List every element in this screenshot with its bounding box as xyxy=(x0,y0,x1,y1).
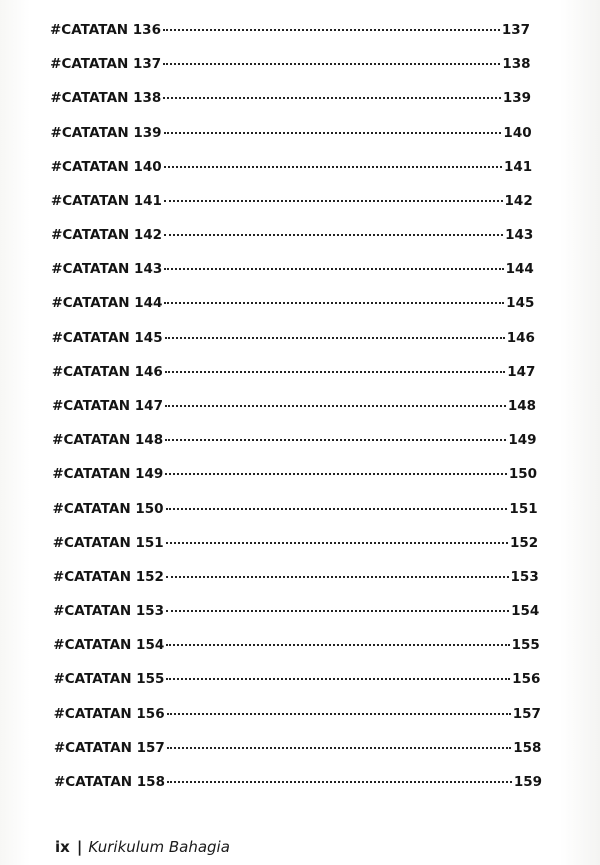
toc-dot-leader xyxy=(163,51,500,65)
toc-dot-leader xyxy=(165,325,505,339)
toc-entry-title: #CATATAN 145 xyxy=(51,329,163,346)
toc-dot-leader xyxy=(167,701,511,715)
toc-entry-title: #CATATAN 147 xyxy=(52,398,163,414)
toc-dot-leader xyxy=(166,496,508,510)
toc-dot-leader xyxy=(165,393,506,407)
toc-dot-leader xyxy=(164,154,502,168)
toc-dot-leader xyxy=(166,530,508,544)
toc-entry-title: #CATATAN 156 xyxy=(53,705,165,722)
toc-entry xyxy=(52,328,535,348)
toc-entry-page-number: 158 xyxy=(513,739,542,756)
toc-entry-title: #CATATAN 137 xyxy=(50,56,162,73)
toc-entry-title: #CATATAN 138 xyxy=(50,90,162,107)
toc-entry-page-number: 157 xyxy=(512,705,541,722)
toc-dot-leader xyxy=(164,290,504,304)
toc-dot-leader xyxy=(166,666,510,680)
toc-entry-page-number: 139 xyxy=(502,90,532,107)
toc-entry-page-number: 154 xyxy=(511,603,540,620)
toc-entry xyxy=(53,601,539,621)
toc-entry xyxy=(54,738,542,758)
toc-entry xyxy=(54,772,542,792)
toc-entry-title: #CATATAN 154 xyxy=(53,637,165,654)
toc-entry-title: #CATATAN 146 xyxy=(51,363,163,380)
toc-entry xyxy=(52,464,537,484)
toc-entry-page-number: 137 xyxy=(501,22,530,38)
footer-separator: | xyxy=(76,838,83,856)
toc-entry xyxy=(54,704,541,724)
toc-entry xyxy=(53,635,540,655)
toc-entry xyxy=(50,88,531,108)
toc-entry-title: #CATATAN 136 xyxy=(50,22,161,38)
page-number: ix xyxy=(55,838,70,856)
toc-entry-page-number: 147 xyxy=(507,363,536,380)
toc-entry xyxy=(51,123,532,143)
toc-entry xyxy=(50,20,530,40)
toc-entry xyxy=(52,362,536,382)
toc-entry xyxy=(51,191,533,211)
toc-entry-title: #CATATAN 155 xyxy=(53,671,165,688)
toc-entry-page-number: 145 xyxy=(506,295,535,312)
toc-entry-title: #CATATAN 141 xyxy=(50,192,162,209)
toc-entry-title: #CATATAN 148 xyxy=(52,432,164,449)
toc-entry-page-number: 150 xyxy=(508,466,538,483)
toc-dot-leader xyxy=(166,564,509,578)
toc-entry-page-number: 148 xyxy=(507,398,536,414)
toc-entry-title: #CATATAN 140 xyxy=(50,158,162,175)
toc-entry-page-number: 156 xyxy=(512,671,541,688)
toc-dot-leader xyxy=(163,17,500,31)
toc-entry-page-number: 152 xyxy=(509,534,539,551)
toc-entry-title: #CATATAN 153 xyxy=(53,603,165,620)
toc-entry-page-number: 149 xyxy=(508,432,537,449)
toc-entry-title: #CATATAN 142 xyxy=(51,227,163,244)
toc-entry-page-number: 155 xyxy=(511,637,540,654)
toc-entry-title: #CATATAN 149 xyxy=(52,466,164,483)
toc-entry-title: #CATATAN 152 xyxy=(52,568,164,585)
toc-entry xyxy=(53,533,538,553)
toc-dot-leader xyxy=(167,735,511,749)
toc-dot-leader xyxy=(165,427,506,441)
toc-dot-leader xyxy=(164,222,503,236)
toc-entry-title: #CATATAN 143 xyxy=(51,261,163,278)
toc-entry xyxy=(53,669,540,689)
toc-dot-leader xyxy=(164,256,503,270)
toc-entry-title: #CATATAN 157 xyxy=(53,739,165,756)
toc-entry-title: #CATATAN 151 xyxy=(52,534,164,551)
toc-entry xyxy=(51,225,533,245)
toc-entry-page-number: 143 xyxy=(505,227,534,244)
toc-entry-title: #CATATAN 158 xyxy=(54,774,165,790)
book-title: Kurikulum Bahagia xyxy=(88,838,230,856)
toc-entry xyxy=(53,567,539,587)
toc-dot-leader xyxy=(165,461,507,475)
toc-entry-title: #CATATAN 139 xyxy=(50,124,162,141)
toc-entry xyxy=(50,54,530,74)
page-footer xyxy=(55,838,230,856)
toc-entry xyxy=(53,499,538,519)
toc-entry xyxy=(51,157,532,177)
toc-dot-leader xyxy=(163,85,501,99)
toc-entry-page-number: 144 xyxy=(505,261,534,278)
toc-entry xyxy=(51,293,534,313)
toc-entry-title: #CATATAN 150 xyxy=(52,500,164,517)
toc-entry xyxy=(52,396,536,416)
toc-entry-page-number: 142 xyxy=(504,192,533,209)
toc-entry-page-number: 138 xyxy=(502,56,531,73)
toc-entry-page-number: 151 xyxy=(509,500,538,517)
toc-entry xyxy=(52,430,536,450)
toc-dot-leader xyxy=(164,188,503,202)
toc-entry-title: #CATATAN 144 xyxy=(51,295,163,312)
toc-entry-page-number: 140 xyxy=(503,124,532,141)
toc-entry-page-number: 146 xyxy=(506,329,535,346)
toc-entry xyxy=(51,259,534,279)
toc-entry-page-number: 153 xyxy=(510,568,539,585)
toc-dot-leader xyxy=(166,632,509,646)
toc-entry-page-number: 159 xyxy=(513,774,542,790)
toc-dot-leader xyxy=(166,598,509,612)
toc-dot-leader xyxy=(165,359,505,373)
toc-dot-leader xyxy=(167,769,512,783)
toc-dot-leader xyxy=(164,120,502,134)
toc-entry-page-number: 141 xyxy=(503,158,533,175)
